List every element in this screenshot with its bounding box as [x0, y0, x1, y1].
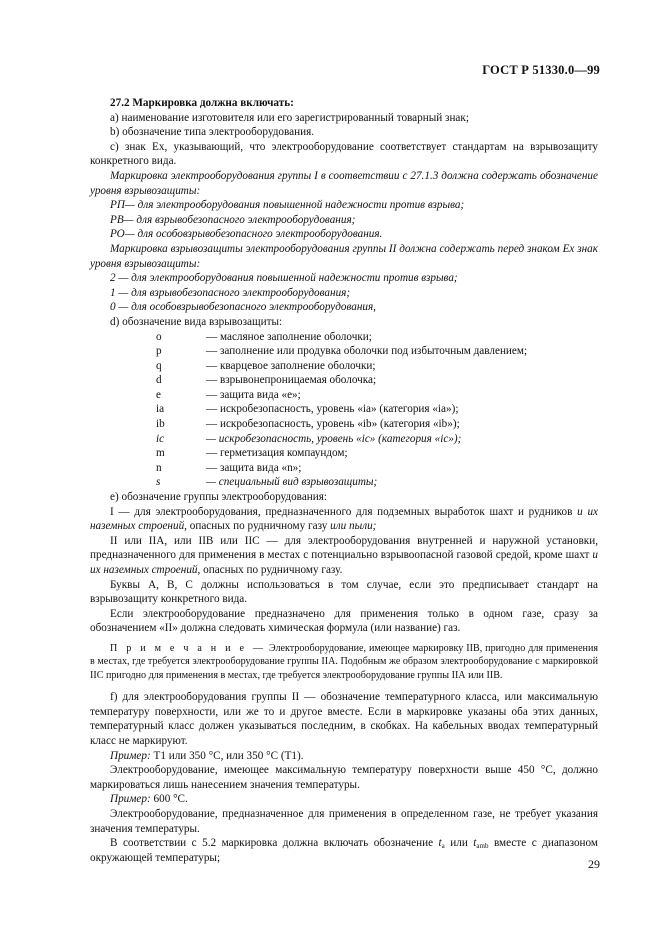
group-marking-intro: е) обозначение группы электрооборудования:	[110, 491, 328, 504]
over-450-paragraph: Электрооборудование, имеющее максимальную температуру поверхности выше 450 °С, должно маркироваться лишь нанесением значения температуры.	[90, 764, 598, 791]
example-2: Пример: 600 °С.	[110, 793, 188, 806]
group1-definition: I — для электрооборудования, предназначенного для подземных выработок шахт и рудников и их наземных строений, опасных по рудничному газу или пыли;	[90, 505, 599, 533]
page-number: 29	[588, 857, 600, 871]
letters-paragraph: Буквы А, В, С должны использоваться в том случае, если это предписывает стандарт на взрывозащиту конкретного вида.	[90, 578, 598, 606]
protection-intro: d) обозначение вида взрывозащиты:	[110, 315, 283, 328]
group1-level: РО— для особовзрывобезопасного электрооборудования.	[110, 228, 383, 241]
item-c: с) знак Ех, указывающий, что электрооборудование соответствует стандартам на взрывозащиту конкретного вида.	[90, 140, 598, 168]
note: П р и м е ч а н и е — Электрооборудование, имеющее маркировку IIВ, пригодно для применения в местах, где требуется электрооборудование группы IIА. Подобным же образом электрооборудование с маркировкой IIС пригодно для применения в местах, где требуется электрооборудование группы IIА или IIВ.	[90, 642, 598, 681]
list-item: ia — искробезопасность, уровень «ia» (категория «ia»);	[156, 403, 459, 416]
single-gas-paragraph: Если электрооборудование предназначено для применения только в одном газе, сразу за обозначением «II» должна следовать химическая формула (или название) газ.	[90, 607, 598, 635]
list-item: m — герметизация компаундом;	[156, 447, 348, 460]
section-title: 27.2 Маркировка должна включать:	[110, 97, 294, 109]
list-item: ic — искробезопасность, уровень «ic» (категория «ic»);	[156, 432, 462, 445]
group1-level: РВ— для взрывобезопасного электрооборудования;	[110, 213, 356, 226]
group2-level: 1 — для взрывобезопасного электрооборудования;	[110, 286, 351, 299]
group2-intro: Маркировка взрывозащиты электрооборудования группы II должна содержать перед знаком Ех знак уровня взрывозащиты:	[90, 242, 598, 270]
list-item: p — заполнение или продувка оболочки под избыточным давлением;	[156, 345, 528, 358]
group1-intro: Маркировка электрооборудования группы I в соответствии с 27.1.3 должна содержать обозначение уровня взрывозащиты:	[90, 169, 598, 197]
list-item: o — масляное заполнение оболочки;	[156, 330, 372, 343]
group2-definition: II или IIА, или IIВ или IIС — для электрооборудования внутренней и наружной установки, предназначенного для применения в местах с потенциально взрывоопасной газовой средой, кроме шахт и их наземных строений, опасных по рудничному газу.	[90, 534, 598, 576]
list-item: ib — искробезопасность, уровень «ib» (категория «ib»);	[156, 418, 460, 431]
example-1: Пример: Т1 или 350 °С, или 350 °С (Т1).	[110, 749, 304, 762]
list-item: d — взрывонепроницаемая оболочка;	[156, 374, 377, 387]
document-code: ГОСТ Р 51330.0—99	[482, 63, 600, 77]
page-body	[90, 96, 598, 865]
protection-list	[90, 330, 598, 491]
item-a: а) наименование изготовителя или его зарегистрированный товарный знак;	[110, 111, 469, 124]
list-item: q — кварцевое заполнение оболочки;	[156, 359, 376, 372]
group2-level: 0 — для особовзрывобезопасного электрооборудования,	[110, 301, 376, 314]
group1-level: РП— для электрооборудования повышенной надежности против взрыва;	[110, 199, 465, 212]
list-item: e — защита вида «е»;	[156, 388, 301, 401]
ambient-paragraph: В соответствии с 5.2 маркировка должна включать обозначение $t_a$ или $t_{amb}$ вместе с диапазоном окружающей температуры;	[90, 837, 598, 864]
specific-gas-paragraph: Электрооборудование, предназначенное для применения в определенном газе, не требует указания значения температуры.	[90, 807, 598, 835]
list-item: s — специальный вид взрывозащиты;	[156, 476, 378, 489]
group2-level: 2 — для электрооборудования повышенной надежности против взрыва;	[110, 272, 458, 285]
item-f: f) для электрооборудования группы II — обозначение температурного класса, или максимальную температуру поверхности, или же то и другое вместе. Если в маркировке указаны оба этих данных, температурный класс должен указываться последним, в скобках. На кабельных вводах температурный класс не маркируют.	[90, 691, 598, 747]
list-item: n — защита вида «n»;	[156, 461, 302, 474]
item-b: b) обозначение типа электрооборудования.	[110, 126, 315, 139]
